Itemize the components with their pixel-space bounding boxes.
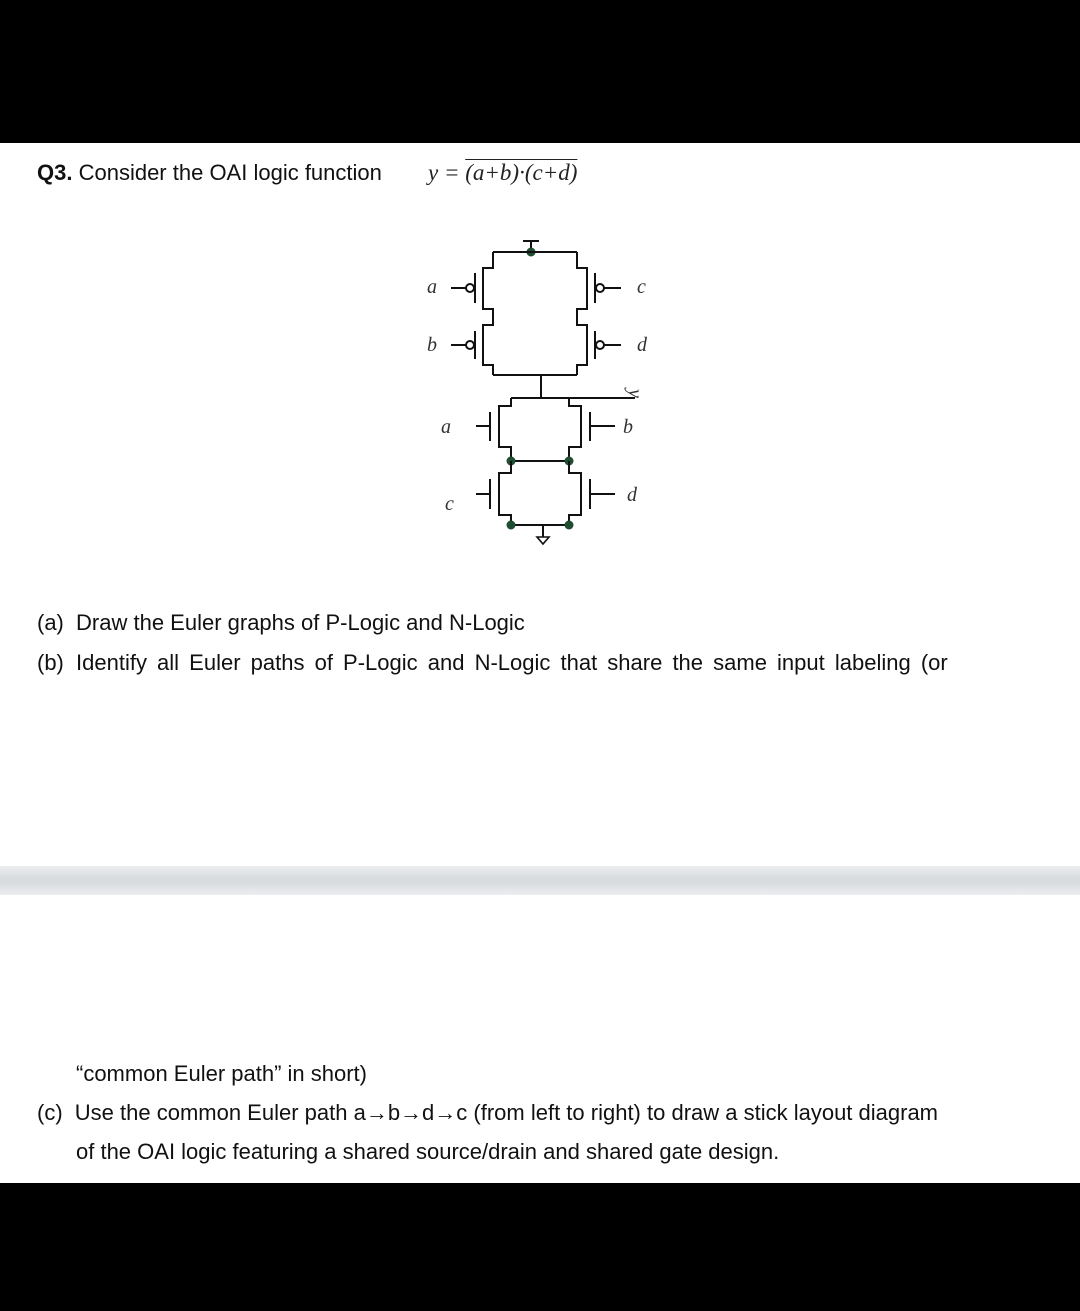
- pmos-a-label: a: [427, 276, 437, 298]
- nmos-d-channel: [569, 461, 581, 525]
- question-intro: Consider the OAI logic function: [78, 160, 382, 185]
- nmos-b-label: b: [623, 416, 633, 438]
- nmos-a-channel: [499, 398, 511, 461]
- part-b-continued: “common Euler path” in short): [76, 1061, 367, 1086]
- part-c-text-line2: of the OAI logic featuring a shared source/drain and shared gate design.: [76, 1139, 780, 1164]
- page-separator: [0, 866, 1080, 895]
- equation-rhs: (a+b)·(c+d): [465, 160, 578, 185]
- question-number: Q3.: [37, 160, 73, 185]
- output-y-label: y: [624, 389, 646, 398]
- part-b-text: Identify all Euler paths of P-Logic and N-Logic that share the same input labeling (or: [76, 650, 948, 675]
- document-page-2: [0, 895, 1080, 1183]
- pmos-c-bubble: [596, 284, 604, 292]
- oai-equation: [428, 160, 577, 186]
- part-b-label: (b): [37, 650, 64, 675]
- part-c-text-line1: Use the common Euler path a→b→d→c (from left to right) to draw a stick layout diagram: [74, 1100, 939, 1125]
- question-header: [37, 160, 382, 186]
- pmos-right-branch: [577, 252, 587, 375]
- pmos-d-bubble: [596, 341, 604, 349]
- pmos-b-bubble: [466, 341, 474, 349]
- nmos-d-label: d: [627, 484, 637, 506]
- nmos-a-label: a: [441, 416, 451, 438]
- part-a-text: Draw the Euler graphs of P-Logic and N-Logic: [76, 610, 525, 635]
- pmos-c-label: c: [637, 276, 646, 298]
- part-a: [37, 610, 525, 636]
- pmos-b-label: b: [427, 334, 437, 356]
- oai-cmos-schematic: [415, 235, 675, 565]
- part-b: [37, 650, 1030, 676]
- nmos-c-channel: [499, 461, 511, 525]
- part-c: [37, 1100, 938, 1126]
- part-c-label: (c): [37, 1100, 63, 1125]
- ground-icon: [537, 537, 549, 544]
- pmos-left-branch: [483, 252, 493, 375]
- pmos-d-label: d: [637, 334, 647, 356]
- pmos-a-bubble: [466, 284, 474, 292]
- gnd-node-right: [565, 521, 574, 530]
- equation-lhs: y =: [428, 160, 466, 185]
- nmos-c-label: c: [445, 493, 454, 515]
- gnd-node-left: [507, 521, 516, 530]
- part-a-label: (a): [37, 610, 64, 635]
- document-page-1: [0, 143, 1080, 866]
- nmos-b-channel: [569, 398, 581, 461]
